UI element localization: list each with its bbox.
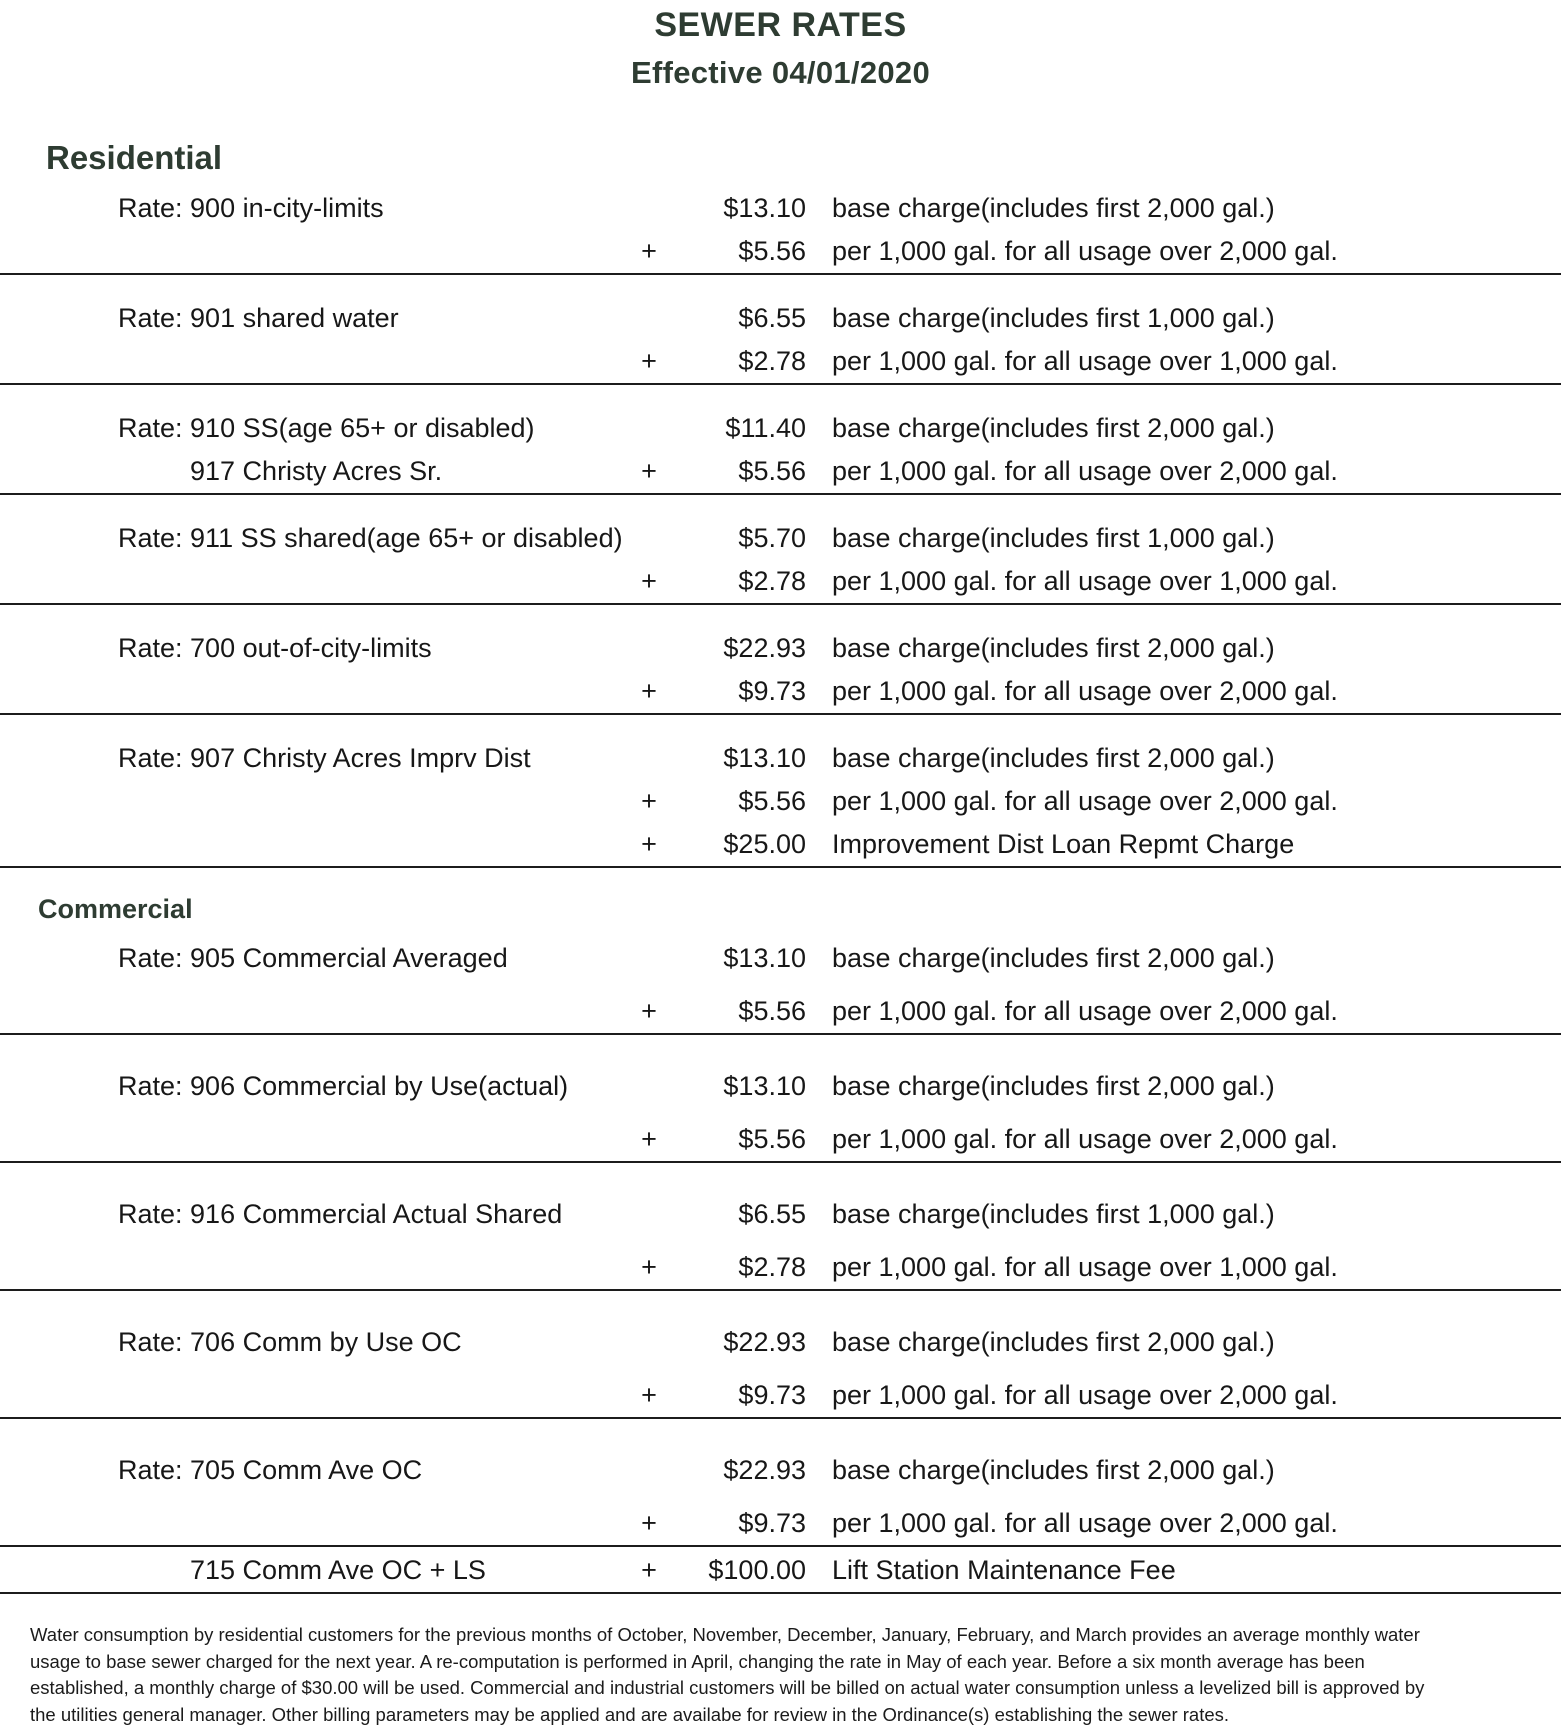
rate-block <box>0 302 1561 376</box>
plus-sign: + <box>641 1123 657 1154</box>
rate-row <box>0 1379 1561 1410</box>
plus-sign: + <box>641 785 657 816</box>
rate-block <box>0 412 1561 486</box>
rate-label: Rate: 900 in-city-limits <box>118 192 384 223</box>
plus-sign: + <box>641 675 657 706</box>
rate-block-divider <box>0 866 1561 868</box>
rate-description: base charge(includes first 1,000 gal.) <box>832 522 1275 553</box>
rate-amount: $100.00 <box>708 1554 806 1585</box>
rate-row <box>0 345 1561 376</box>
rate-block <box>0 632 1561 706</box>
rate-row <box>0 1326 1561 1357</box>
rate-amount: $25.00 <box>723 828 806 859</box>
rate-description: per 1,000 gal. for all usage over 2,000 gal. <box>832 1507 1338 1538</box>
rate-label: Rate: 916 Commercial Actual Shared <box>118 1198 563 1229</box>
rate-row <box>0 942 1561 973</box>
rate-row <box>0 412 1561 443</box>
plus-sign: + <box>641 455 657 486</box>
rate-row <box>0 828 1561 859</box>
rate-row <box>0 455 1561 486</box>
rate-label: Rate: 910 SS(age 65+ or disabled) <box>118 412 535 443</box>
rate-description: base charge(includes first 2,000 gal.) <box>832 632 1275 663</box>
page-title: SEWER RATES <box>654 6 907 44</box>
rate-block-divider <box>0 1417 1561 1419</box>
footnote-line: Water consumption by residential customers for the previous months of October, November, December, January, February, and March provides an average monthly water <box>30 1623 1420 1645</box>
rate-description: base charge(includes first 2,000 gal.) <box>832 412 1275 443</box>
rate-block-divider <box>0 383 1561 385</box>
rate-description: Improvement Dist Loan Repmt Charge <box>832 828 1295 859</box>
rate-row <box>0 1198 1561 1229</box>
rate-block-divider <box>0 493 1561 495</box>
plus-sign: + <box>641 1554 657 1585</box>
rate-description: base charge(includes first 2,000 gal.) <box>832 742 1275 773</box>
rate-block <box>0 942 1561 1026</box>
rate-description: Lift Station Maintenance Fee <box>832 1554 1176 1585</box>
plus-sign: + <box>641 1251 657 1282</box>
plus-sign: + <box>641 995 657 1026</box>
rate-row <box>0 522 1561 553</box>
rate-description: per 1,000 gal. for all usage over 1,000 gal. <box>832 345 1338 376</box>
rate-row <box>0 565 1561 596</box>
plus-sign: + <box>641 828 657 859</box>
rate-amount: $5.56 <box>738 455 806 486</box>
rate-description: per 1,000 gal. for all usage over 2,000 gal. <box>832 235 1338 266</box>
rate-description: per 1,000 gal. for all usage over 2,000 gal. <box>832 995 1338 1026</box>
plus-sign: + <box>641 235 657 266</box>
rate-description: base charge(includes first 2,000 gal.) <box>832 192 1275 223</box>
rate-block <box>0 1070 1561 1154</box>
rate-block-divider <box>0 1033 1561 1035</box>
rate-label: 917 Christy Acres Sr. <box>190 455 443 486</box>
rate-block-divider <box>0 713 1561 715</box>
rate-description: base charge(includes first 1,000 gal.) <box>832 302 1275 333</box>
lift-station-row <box>0 1554 1561 1585</box>
rate-amount: $5.56 <box>738 1123 806 1154</box>
rate-label: Rate: 705 Comm Ave OC <box>118 1454 423 1485</box>
rate-amount: $5.56 <box>738 235 806 266</box>
rate-amount: $13.10 <box>723 1070 806 1101</box>
rate-amount: $5.70 <box>738 522 806 553</box>
rate-block <box>0 742 1561 859</box>
rate-amount: $2.78 <box>738 565 806 596</box>
rate-amount: $2.78 <box>738 345 806 376</box>
rate-block-divider <box>0 1161 1561 1163</box>
rate-description: per 1,000 gal. for all usage over 1,000 gal. <box>832 565 1338 596</box>
rate-row <box>0 1070 1561 1101</box>
rate-block <box>0 1454 1561 1538</box>
residential-rates-group <box>0 192 1561 868</box>
plus-sign: + <box>641 1379 657 1410</box>
plus-sign: + <box>641 565 657 596</box>
rate-amount: $2.78 <box>738 1251 806 1282</box>
section-heading-commercial: Commercial <box>38 893 193 924</box>
rate-amount: $22.93 <box>723 1326 806 1357</box>
rate-label: Rate: 901 shared water <box>118 302 399 333</box>
rate-amount: $5.56 <box>738 995 806 1026</box>
rate-row <box>0 1123 1561 1154</box>
rate-label: Rate: 907 Christy Acres Imprv Dist <box>118 742 531 773</box>
rate-row <box>0 1454 1561 1485</box>
rate-description: base charge(includes first 2,000 gal.) <box>832 1454 1275 1485</box>
rate-block-divider <box>0 603 1561 605</box>
rate-amount: $13.10 <box>723 942 806 973</box>
document-header <box>0 0 1561 93</box>
rate-amount: $22.93 <box>723 1454 806 1485</box>
rate-row <box>0 235 1561 266</box>
rate-amount: $13.10 <box>723 192 806 223</box>
rate-description: per 1,000 gal. for all usage over 2,000 gal. <box>832 455 1338 486</box>
rate-amount: $13.10 <box>723 742 806 773</box>
rate-amount: $9.73 <box>738 675 806 706</box>
rate-block-divider <box>0 273 1561 275</box>
rate-description: base charge(includes first 2,000 gal.) <box>832 1070 1275 1101</box>
rate-block <box>0 1198 1561 1282</box>
footnote-line: usage to base sewer charged for the next year. A re-computation is performed in April, changing the rate in May of each year. Before a six month average has been <box>30 1650 1365 1672</box>
rate-label: Rate: 906 Commercial by Use(actual) <box>118 1070 569 1101</box>
plus-sign: + <box>641 1507 657 1538</box>
rate-block <box>0 192 1561 266</box>
rate-block <box>0 1326 1561 1410</box>
rate-block <box>0 522 1561 596</box>
rate-block-divider <box>0 1289 1561 1291</box>
rate-label: Rate: 905 Commercial Averaged <box>118 942 508 973</box>
rate-row <box>0 632 1561 663</box>
rate-amount: $9.73 <box>738 1379 806 1410</box>
rate-block-divider <box>0 1545 1561 1547</box>
rate-amount: $11.40 <box>725 412 806 443</box>
rate-label: Rate: 706 Comm by Use OC <box>118 1326 462 1357</box>
rate-row <box>0 995 1561 1026</box>
rate-row <box>0 192 1561 223</box>
rate-row <box>0 742 1561 773</box>
rate-row <box>0 302 1561 333</box>
rate-description: base charge(includes first 2,000 gal.) <box>832 1326 1275 1357</box>
rate-row <box>0 1251 1561 1282</box>
rate-label: Rate: 700 out-of-city-limits <box>118 632 432 663</box>
rate-label: Rate: 911 SS shared(age 65+ or disabled) <box>118 522 623 553</box>
rate-amount: $9.73 <box>738 1507 806 1538</box>
effective-date-subtitle: Effective 04/01/2020 <box>631 54 930 90</box>
rate-description: base charge(includes first 1,000 gal.) <box>832 1198 1275 1229</box>
rate-amount: $22.93 <box>723 632 806 663</box>
section-heading-residential: Residential <box>46 138 223 176</box>
footnote-line: the utilities general manager. Other billing parameters may be applied and are availabe for review in the Ordinance(s) establishing the sewer rates. <box>30 1704 1230 1726</box>
commercial-rates-group <box>0 942 1561 1594</box>
rate-row <box>0 785 1561 816</box>
rate-description: per 1,000 gal. for all usage over 2,000 gal. <box>832 675 1338 706</box>
lift-station-divider <box>0 1592 1561 1594</box>
rate-description: base charge(includes first 2,000 gal.) <box>832 942 1275 973</box>
footnote-line: established, a monthly charge of $30.00 will be used. Commercial and industrial customers will be billed on actual water consumption unless a levelized bill is approved by <box>30 1677 1425 1699</box>
rate-amount: $6.55 <box>738 302 806 333</box>
rate-label: 715 Comm Ave OC + LS <box>190 1554 486 1585</box>
plus-sign: + <box>641 345 657 376</box>
footnote-paragraph <box>30 1622 1533 1729</box>
rate-description: per 1,000 gal. for all usage over 2,000 gal. <box>832 785 1338 816</box>
rate-description: per 1,000 gal. for all usage over 2,000 gal. <box>832 1379 1338 1410</box>
rate-row <box>0 675 1561 706</box>
rate-row <box>0 1507 1561 1538</box>
rate-amount: $6.55 <box>738 1198 806 1229</box>
rate-description: per 1,000 gal. for all usage over 1,000 gal. <box>832 1251 1338 1282</box>
rate-description: per 1,000 gal. for all usage over 2,000 gal. <box>832 1123 1338 1154</box>
rate-amount: $5.56 <box>738 785 806 816</box>
